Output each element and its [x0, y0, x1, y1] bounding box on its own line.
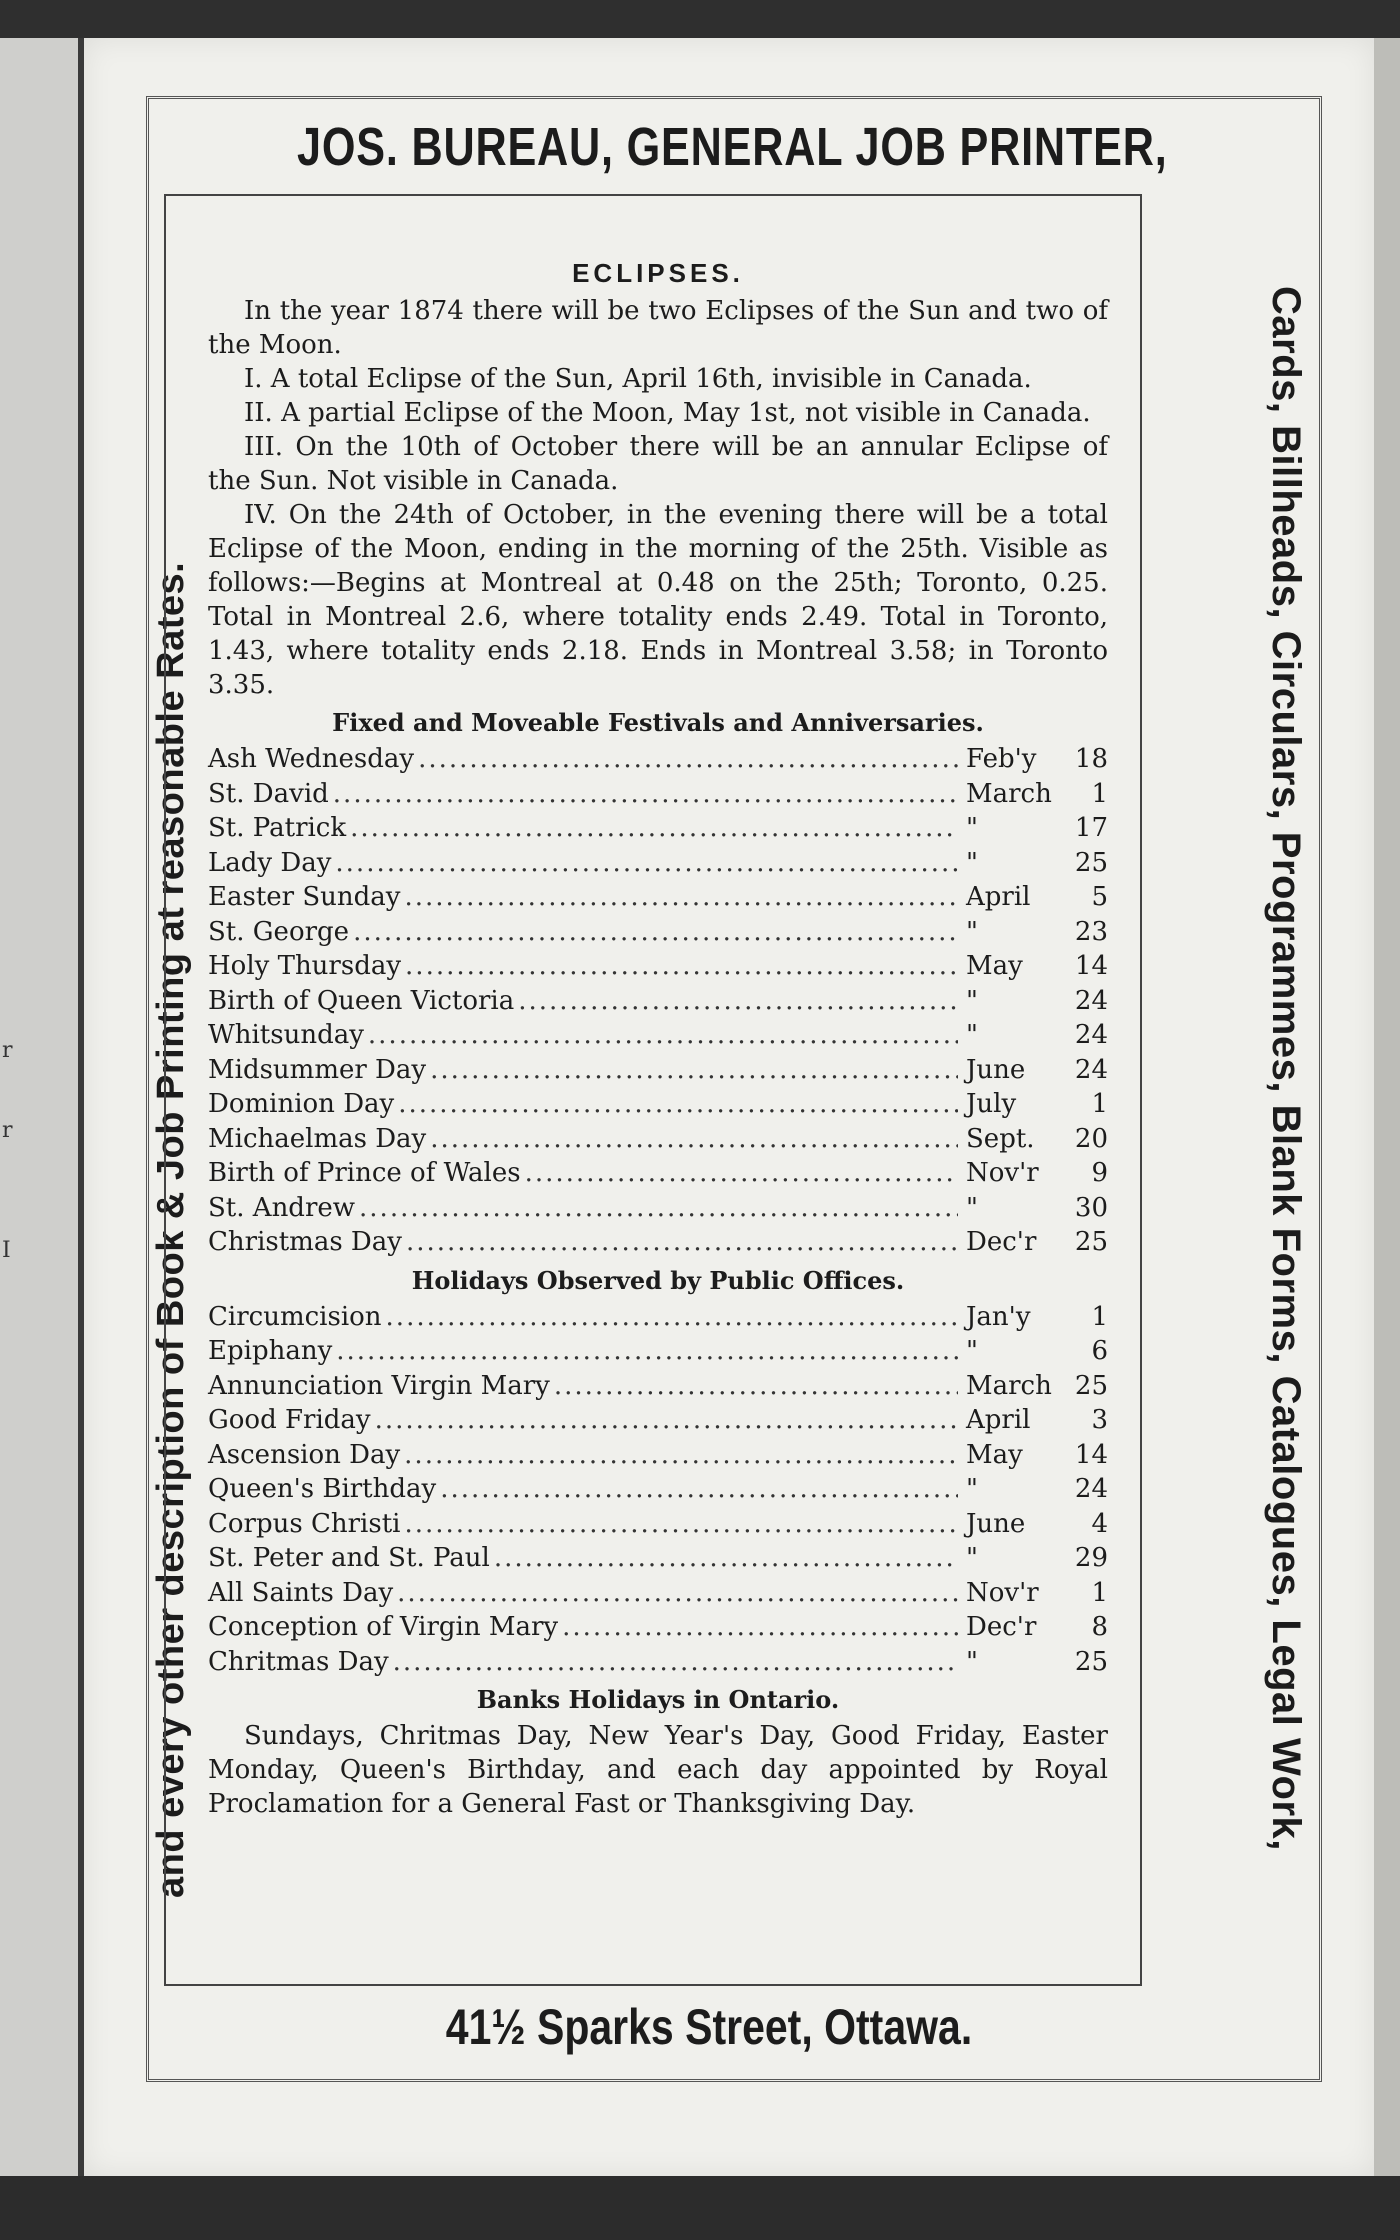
list-item-month: Feb'y [966, 744, 1037, 774]
list-item-month: " [966, 916, 978, 947]
list-item-day: 24 [1074, 1020, 1108, 1050]
dot-leader [518, 984, 958, 1018]
list-item-day: 8 [1091, 1612, 1108, 1642]
list-item-name: Good Friday [208, 1405, 371, 1435]
list-item-name: St. David [208, 778, 329, 809]
list-item-month: June [966, 1054, 1026, 1085]
list-item-name: Midsummer Day [208, 1054, 427, 1085]
list-item-day: 25 [1074, 1370, 1108, 1401]
list-item-name: Michaelmas Day [208, 1123, 427, 1154]
list-item-month: " [966, 1020, 978, 1050]
list-item-day: 30 [1074, 1192, 1108, 1223]
list-item [208, 777, 1108, 812]
list-item-day: 1 [1091, 1301, 1108, 1332]
list-item [208, 1610, 1108, 1645]
list-item-month: July [966, 1089, 1017, 1119]
list-item-name: Christmas Day [208, 1227, 402, 1257]
list-item-day: 1 [1091, 1089, 1108, 1119]
list-item-name: All Saints Day [208, 1577, 394, 1608]
list-item-month: Sept. [966, 1123, 1035, 1154]
list-item-name: Circumcision [208, 1301, 382, 1332]
list-item-month: April [966, 1405, 1031, 1435]
dot-leader [333, 777, 958, 811]
list-item-day: 24 [1074, 1054, 1108, 1085]
list-item-month: " [966, 1474, 978, 1504]
list-item [208, 1225, 1108, 1260]
list-item-day: 25 [1074, 1646, 1108, 1677]
list-item [208, 1403, 1108, 1438]
list-item-month: " [966, 847, 978, 878]
list-item-day: 23 [1074, 916, 1108, 947]
list-item [208, 1576, 1108, 1611]
list-item [208, 1018, 1108, 1053]
list-item-name: Whitsunday [208, 1020, 364, 1050]
list-item-month: March [966, 778, 1052, 809]
list-item-day: 18 [1074, 744, 1108, 774]
list-item-day: 3 [1091, 1405, 1108, 1435]
list-item-month: Jan'y [966, 1301, 1031, 1332]
eclipse-paragraph: IV. On the 24th of October, in the evening there will be a total Eclipse of the Moon, ending in the morning of the 25th. Visible as follows:—Begins at Montreal at 0.48 on the 25th; Toronto, 0.25. Total in Montreal 2.6, where totality ends 2.49. Total in Toronto, 1.43, where totality ends 2.18. Ends in Montreal 3.58; in Toronto 3.35. [208, 500, 1108, 700]
list-item-day: 1 [1091, 778, 1108, 809]
list-item-name: Annunciation Virgin Mary [208, 1370, 550, 1401]
dot-leader [405, 949, 958, 983]
dot-leader [404, 1438, 958, 1472]
list-item [208, 1541, 1108, 1576]
scan-background-bottom [0, 2176, 1400, 2240]
list-item-day: 24 [1074, 1474, 1108, 1504]
list-item [208, 1334, 1108, 1369]
eclipse-paragraph: In the year 1874 there will be two Eclipses of the Sun and two of the Moon. [208, 296, 1108, 360]
adjacent-page-fragment: r [2, 1038, 13, 1063]
eclipses-heading: ECLIPSES. [572, 258, 744, 288]
dot-leader [335, 846, 958, 880]
scan-background-top [0, 0, 1400, 38]
dot-leader [430, 1053, 958, 1087]
list-item-name: St. Peter and St. Paul [208, 1543, 490, 1573]
list-item-day: 25 [1074, 847, 1108, 878]
list-item-name: Corpus Christi [208, 1508, 401, 1539]
list-item [208, 1087, 1108, 1122]
list-item-day: 29 [1074, 1543, 1108, 1573]
holidays-heading: Holidays Observed by Public Offices. [411, 1265, 905, 1295]
page-edge-right [1374, 38, 1400, 2176]
dot-leader [562, 1610, 958, 1644]
list-item [208, 1191, 1108, 1226]
page-title: JOS. BUREAU, GENERAL JOB PRINTER, [297, 117, 1168, 177]
list-item [208, 880, 1108, 915]
banks-heading: Banks Holidays in Ontario. [476, 1685, 840, 1714]
list-item-name: Birth of Prince of Wales [208, 1158, 521, 1188]
document-page [84, 38, 1374, 2176]
list-item-month: April [966, 882, 1031, 912]
eclipse-paragraph: III. On the 10th of October there will be an annular Eclipse of the Sun. Not visible in Canada. [208, 432, 1108, 496]
side-text-right: Cards, Billheads, Circulars, Programmes, Blank Forms, Catalogues, Legal Work, [1264, 286, 1308, 1851]
list-item-month: March [966, 1370, 1052, 1401]
list-item-day: 9 [1091, 1158, 1108, 1188]
list-item-month: " [966, 813, 978, 843]
list-item-day: 5 [1091, 882, 1108, 912]
dot-leader [368, 1018, 958, 1052]
list-item-name: St. George [208, 916, 350, 947]
list-item-month: Nov'r [966, 1577, 1039, 1608]
list-item [208, 1300, 1108, 1335]
list-item [208, 949, 1108, 984]
list-item-name: St. Patrick [208, 813, 347, 843]
list-item-name: Birth of Queen Victoria [208, 985, 515, 1016]
list-item-day: 20 [1074, 1123, 1108, 1154]
dot-leader [554, 1369, 958, 1403]
adjacent-page-fragment: I [2, 1238, 11, 1263]
dot-leader [440, 1472, 958, 1506]
list-item-month: Dec'r [966, 1612, 1037, 1642]
list-item-month: June [966, 1508, 1026, 1539]
list-item [208, 1369, 1108, 1404]
list-item-name: Dominion Day [208, 1089, 395, 1119]
list-item [208, 846, 1108, 881]
list-item-name: Epiphany [208, 1336, 333, 1366]
list-item-name: Ascension Day [208, 1439, 401, 1470]
list-item [208, 1472, 1108, 1507]
dot-leader [336, 1334, 958, 1368]
list-item [208, 1156, 1108, 1191]
dot-leader [404, 1507, 958, 1541]
list-item [208, 1507, 1108, 1542]
dot-leader [406, 1225, 958, 1259]
list-item-day: 24 [1074, 985, 1108, 1016]
dot-leader [398, 1087, 958, 1121]
list-item-month: " [966, 1543, 978, 1573]
list-item-month: " [966, 1192, 978, 1223]
list-item-name: Easter Sunday [208, 882, 401, 912]
dot-leader [405, 880, 959, 914]
list-item-day: 14 [1074, 1439, 1108, 1470]
list-item-day: 4 [1091, 1508, 1108, 1539]
dot-leader [430, 1122, 958, 1156]
eclipse-paragraph: I. A total Eclipse of the Sun, April 16th, invisible in Canada. [244, 364, 1032, 394]
festivals-heading: Fixed and Moveable Festivals and Anniversaries. [332, 708, 984, 737]
dot-leader [397, 1576, 958, 1610]
list-item [208, 1438, 1108, 1473]
eclipse-paragraph: II. A partial Eclipse of the Moon, May 1st, not visible in Canada. [244, 398, 1091, 428]
list-item [208, 1122, 1108, 1157]
list-item-month: Dec'r [966, 1227, 1037, 1257]
content-area [208, 256, 1108, 1821]
list-item [208, 1645, 1108, 1680]
list-item-day: 14 [1074, 951, 1108, 981]
adjacent-page-strip [0, 38, 78, 2176]
list-item-name: Conception of Virgin Mary [208, 1612, 559, 1642]
footer-address: 41½ Sparks Street, Ottawa. [445, 1999, 973, 2055]
list-item-name: Chritmas Day [208, 1646, 389, 1677]
list-item-month: " [966, 985, 978, 1016]
dot-leader [386, 1300, 958, 1334]
list-item-day: 25 [1074, 1227, 1108, 1257]
list-item-day: 1 [1091, 1577, 1108, 1608]
dot-leader [375, 1403, 958, 1437]
list-item-month: " [966, 1336, 978, 1366]
list-item-day: 6 [1091, 1336, 1108, 1366]
list-item [208, 1053, 1108, 1088]
dot-leader [353, 915, 958, 949]
dot-leader [359, 1191, 958, 1225]
list-item-name: Queen's Birthday [208, 1474, 437, 1504]
list-item-month: May [966, 951, 1023, 981]
dot-leader [350, 811, 958, 845]
holidays-list [208, 1300, 1108, 1680]
list-item [208, 915, 1108, 950]
dot-leader [393, 1645, 958, 1679]
list-item [208, 984, 1108, 1019]
list-item [208, 742, 1108, 777]
list-item-name: Lady Day [208, 847, 332, 878]
dot-leader [494, 1541, 958, 1575]
banks-paragraph: Sundays, Chritmas Day, New Year's Day, Good Friday, Easter Monday, Queen's Birthday, and each day appointed by Royal Proclamation for a General Fast or Thanksgiving Day. [208, 1721, 1108, 1819]
side-text-left: and every other description of Book & Job Printing at reasonable Rates. [150, 561, 192, 1898]
adjacent-page-fragment: r [2, 1118, 13, 1143]
list-item-name: Holy Thursday [208, 951, 402, 981]
list-item-day: 17 [1074, 813, 1108, 843]
list-item-name: St. Andrew [208, 1192, 356, 1223]
list-item-name: Ash Wednesday [208, 744, 415, 774]
dot-leader [525, 1156, 958, 1190]
list-item-month: Nov'r [966, 1158, 1039, 1188]
dot-leader [418, 742, 958, 776]
list-item-month: May [966, 1439, 1023, 1470]
list-item [208, 811, 1108, 846]
festivals-list [208, 742, 1108, 1260]
list-item-month: " [966, 1646, 978, 1677]
